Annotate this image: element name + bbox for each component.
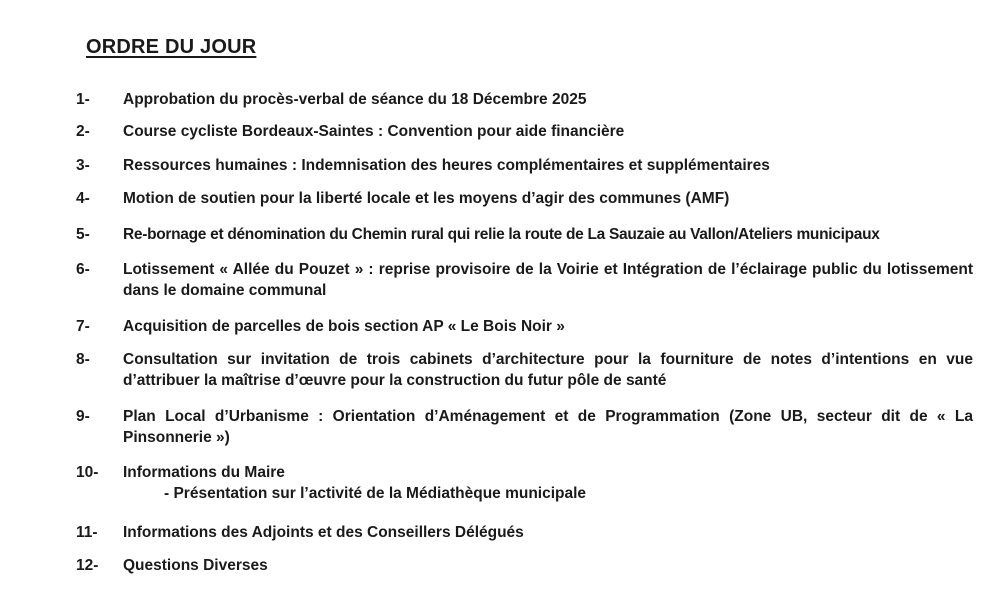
agenda-item-text: Ressources humaines : Indemnisation des heures complémentaires et supplémentaires [123,157,770,174]
agenda-item-text: Questions Diverses [123,557,268,574]
agenda-item-text: Approbation du procès-verbal de séance du 18 Décembre 2025 [123,91,587,108]
agenda-item-number: 10- [76,464,99,481]
agenda-sub-item: - Présentation sur l’activité de la Médiathèque municipale [164,485,587,502]
agenda-item-number: 6- [76,261,90,278]
agenda-item-text: Course cycliste Bordeaux-Saintes : Convention pour aide financière [123,123,625,140]
agenda-item-number: 9- [76,408,90,425]
agenda-item-number: 7- [76,318,90,335]
agenda-item-number: 4- [76,190,90,207]
agenda-item-number: 8- [76,351,90,368]
agenda-item-number: 11- [76,524,98,541]
agenda-item-number: 1- [76,91,90,108]
agenda-item-number: 12- [76,557,99,574]
agenda-item-text: Re-bornage et dénomination du Chemin rural qui relie la route de La Sauzaie au Vallon/Ateliers municipaux [123,226,880,243]
agenda-item-text: Informations des Adjoints et des Conseillers Délégués [123,524,524,541]
agenda-item-text: Consultation sur invitation de trois cabinets d’architecture pour la fourniture de notes d’intentions en vue d’attribuer la maîtrise d’œuvre pour la construction du futur pôle de santé [123,351,973,389]
agenda-item-text: Plan Local d’Urbanisme : Orientation d’Aménagement et de Programmation (Zone UB, secteur dit de « La Pinsonnerie ») [123,408,973,446]
page-title: ORDRE DU JOUR [86,36,257,58]
agenda-item-text: Lotissement « Allée du Pouzet » : reprise provisoire de la Voirie et Intégration de l’éclairage public du lotissement dans le domaine communal [123,261,973,299]
agenda-item-number: 5- [76,226,90,243]
agenda-item-text: Acquisition de parcelles de bois section AP « Le Bois Noir » [123,318,565,335]
agenda-item-text: Informations du Maire [123,464,285,481]
agenda-item-number: 2- [76,123,90,140]
agenda-item-number: 3- [76,157,90,174]
agenda-item-text: Motion de soutien pour la liberté locale et les moyens d’agir des communes (AMF) [123,190,730,207]
